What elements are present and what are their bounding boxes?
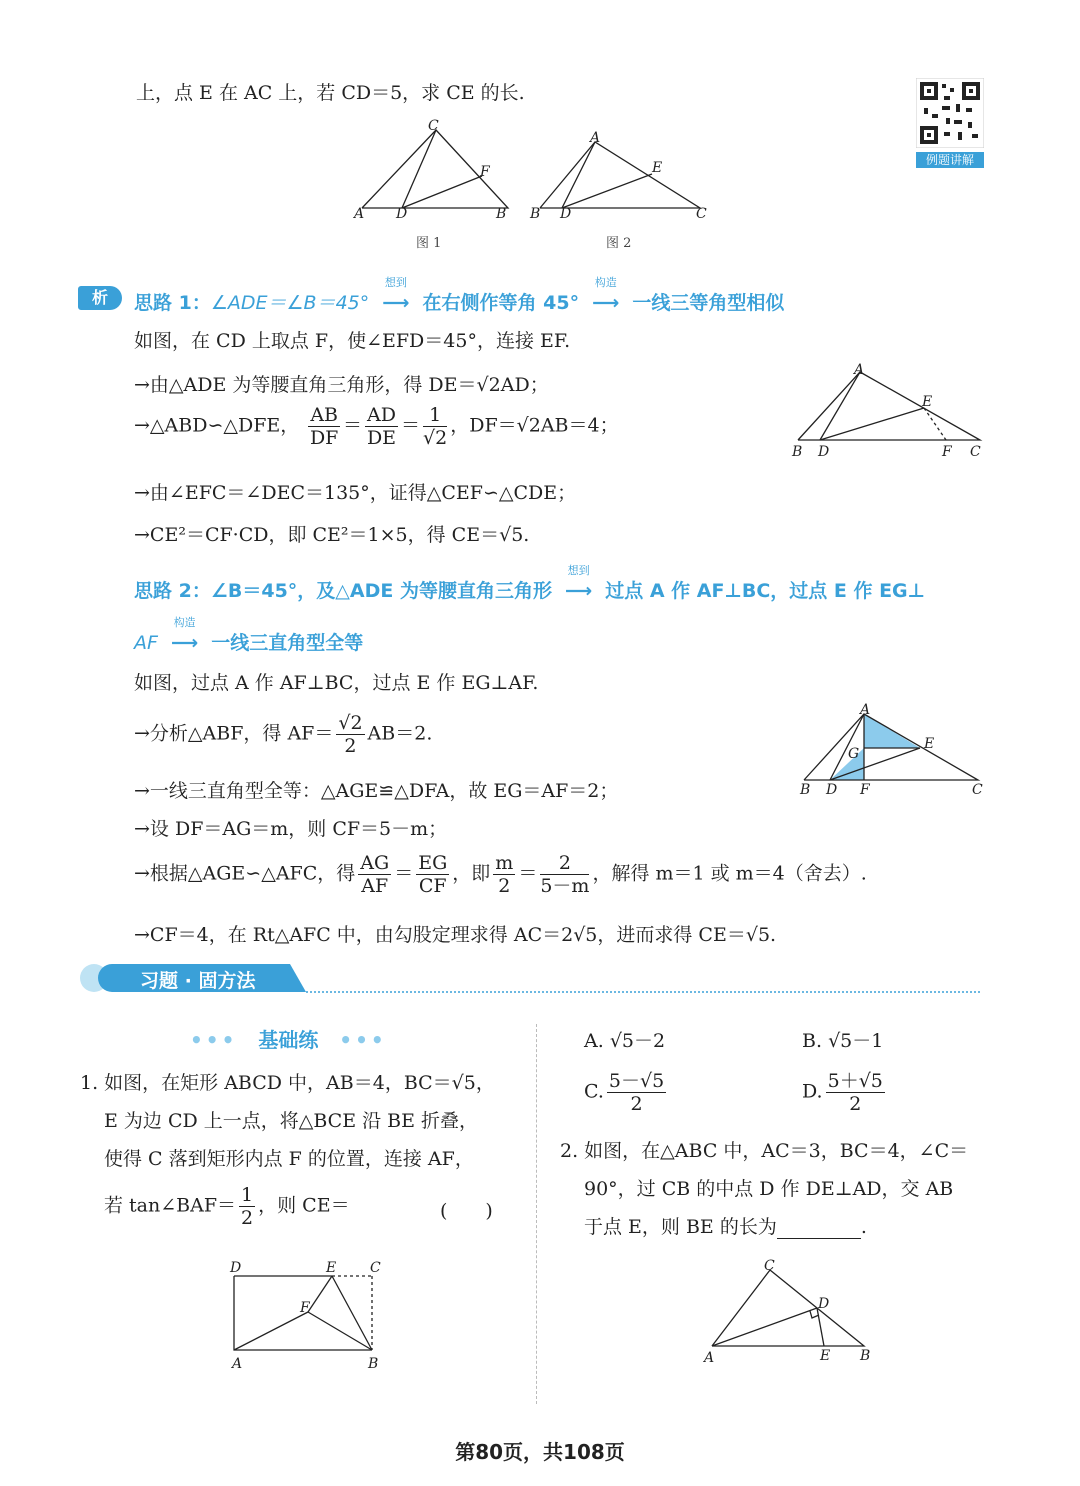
option-letter: A.: [584, 1030, 604, 1052]
q1-label-f: F: [300, 1300, 310, 1316]
problem-continuation: 上，点 E 在 AC 上，若 CD＝5，求 CE 的长.: [136, 82, 525, 104]
answer-blank[interactable]: [777, 1220, 861, 1239]
fig3-label-f: F: [942, 444, 952, 460]
fraction: [423, 404, 447, 449]
fig2-label-d: D: [560, 206, 572, 222]
idea1-step1: 在右侧作等角 45°: [422, 292, 580, 314]
q2-text: 于点 E，则 BE 的长为: [584, 1216, 777, 1238]
arrow2-label: 构造: [173, 616, 196, 629]
section-title: 习题 · 固方法: [140, 970, 256, 992]
frac-den: 2: [849, 1093, 862, 1115]
practice-heading-text: 基础练: [258, 1028, 319, 1052]
fraction: [336, 712, 364, 757]
q2-figure: [700, 1256, 880, 1368]
arrow1-label: 想到: [567, 564, 590, 577]
q1-label-e: E: [326, 1260, 337, 1276]
dots-icon: •••: [190, 1028, 238, 1052]
frac-den: √2: [423, 427, 448, 449]
qr-label: 例题讲解: [916, 152, 984, 168]
idea1-line-similar: →△ABD∽△DFE， $\frac{AB}{DF}$ ＝ $\frac{AD}{DE}$ ＝ $\frac{1}{√2}$ ，DF＝√2AB＝4；: [134, 404, 619, 449]
idea2-step2: 一线三直角型全等: [211, 632, 364, 654]
fraction: [358, 852, 391, 897]
fig3-label-b: B: [792, 444, 803, 460]
frac-num: m: [495, 852, 514, 874]
fraction: [365, 404, 398, 449]
fig2-label-a: A: [590, 130, 601, 146]
fig1-label-c: C: [428, 118, 439, 134]
page-footer: 第80页，共108页: [455, 1440, 625, 1464]
q1-label-c: C: [370, 1260, 381, 1276]
q2-label-b: B: [860, 1348, 871, 1364]
option-letter: B.: [802, 1030, 823, 1052]
fraction: [607, 1070, 666, 1115]
idea2-text: →根据△AGE∽△AFC，得: [134, 862, 356, 885]
arrow2-label: 构造: [594, 276, 617, 289]
idea1-line: →由∠EFC＝∠DEC＝135°，证得△CEF∽△CDE；: [134, 482, 577, 504]
q1-line: E 为边 CD 上一点，将△BCE 沿 BE 折叠，: [104, 1110, 479, 1132]
q1-figure: [224, 1258, 394, 1370]
idea1-text: ，DF＝√2AB＝4；: [450, 414, 619, 437]
idea1-step2: 一线三等角型相似: [632, 292, 785, 314]
option-letter: D.: [802, 1080, 823, 1103]
frac-num: 1: [423, 404, 447, 427]
frac-den: CF: [418, 875, 447, 897]
fig4-label-b: B: [800, 782, 811, 798]
frac-num: AG: [360, 852, 390, 874]
qr-code-icon: [916, 78, 984, 148]
q2-label-a: A: [704, 1350, 715, 1366]
fig1-label-b: B: [496, 206, 507, 222]
frac-den: 5－m: [540, 875, 590, 897]
arrow-icon: 想到 ⟶: [376, 292, 416, 314]
q2-label-e: E: [820, 1348, 831, 1364]
fig1-label-a: A: [354, 206, 365, 222]
option-letter: C.: [584, 1080, 604, 1103]
arrow-icon: 构造 ⟶: [586, 292, 626, 314]
option-d[interactable]: [802, 1070, 888, 1115]
q2-line: 2. 如图，在△ABC 中，AC＝3，BC＝4，∠C＝: [560, 1140, 969, 1162]
q1-text: 若 tan∠BAF＝: [104, 1194, 237, 1217]
fig4-label-c: C: [972, 782, 983, 798]
frac-num: AD: [367, 404, 396, 426]
arrow-icon: 想到 ⟶: [559, 580, 599, 602]
frac-den: 2: [241, 1207, 254, 1229]
idea1-condition: ∠ADE＝∠B＝45°: [210, 292, 370, 314]
fraction: [493, 852, 515, 897]
idea2-text: →分析△ABF，得 AF＝: [134, 722, 334, 745]
option-c[interactable]: [584, 1070, 669, 1115]
frac-den: 2: [630, 1093, 643, 1115]
option-a[interactable]: [584, 1026, 665, 1053]
q1-answer-paren[interactable]: ( ): [440, 1200, 493, 1222]
fig3-label-d: D: [818, 444, 830, 460]
idea2-line: 如图，过点 A 作 AF⊥BC，过点 E 作 EG⊥AF.: [134, 672, 539, 694]
fig4-label-f: F: [860, 782, 870, 798]
idea2-line: →一线三直角型全等：△AGE≌△DFA，故 EG＝AF＝2；: [134, 780, 619, 802]
qr-code[interactable]: [916, 78, 984, 166]
idea2-line: →设 DF＝AG＝m，则 CF＝5－m；: [134, 818, 448, 840]
q1-line: 1. 如图，在矩形 ABCD 中，AB＝4，BC＝√5，: [80, 1072, 495, 1094]
idea2-step1: 过点 A 作 AF⊥BC，过点 E 作 EG⊥: [605, 580, 926, 602]
q1-label-a: A: [232, 1356, 243, 1370]
idea2-line-ratio: →根据△AGE∽△AFC，得 $\frac{AG}{AF}$ ＝ $\frac{EG}{CF}$ ，即 $\frac{m}{2}$ ＝ $\frac{2}{5-m}$ ，解得 m＝1 或 m＝4（舍去）.: [134, 852, 867, 897]
analysis-badge: 析: [78, 286, 122, 310]
fig2-caption: 图 2: [606, 236, 632, 251]
fig1-caption: 图 1: [416, 236, 442, 251]
fig4-label-e: E: [924, 736, 935, 752]
idea2-step1b: AF: [134, 632, 158, 654]
q2-text: .: [860, 1216, 867, 1238]
dots-icon: •••: [339, 1028, 387, 1052]
frac-num: EG: [418, 852, 448, 874]
idea1-text: →△ABD∽△DFE，: [134, 414, 300, 437]
frac-num: 1: [241, 1184, 254, 1206]
frac-den: DE: [366, 427, 397, 449]
idea1-line: 如图，在 CD 上取点 F，使∠EFD＝45°，连接 EF.: [134, 330, 571, 352]
fraction: [239, 1184, 255, 1229]
column-divider: [536, 1024, 537, 1404]
arrow1-label: 想到: [384, 276, 407, 289]
fig4-label-d: D: [826, 782, 838, 798]
section-band: [80, 962, 980, 994]
frac-den: 2: [498, 875, 511, 897]
option-text: √5－2: [609, 1030, 666, 1052]
figure-idea2: [794, 702, 994, 802]
fraction: [308, 404, 340, 449]
q2-line: 90°，过 CB 的中点 D 作 DE⊥AD，交 AB: [584, 1178, 954, 1200]
idea2-heading-cont: [134, 616, 364, 655]
idea2-text: ，解得 m＝1 或 m＝4（舍去）.: [592, 862, 867, 885]
fraction: [540, 852, 589, 897]
idea1-heading: [134, 276, 785, 315]
fig2-label-e: E: [652, 160, 663, 176]
idea2-text: ，即: [452, 862, 491, 885]
idea2-condition: ∠B＝45°，及△ADE 为等腰直角三角形: [210, 580, 552, 602]
q1-label-b: B: [368, 1356, 379, 1370]
frac-den: AF: [361, 875, 389, 897]
idea2-heading: [134, 564, 926, 603]
fig3-label-e: E: [922, 394, 933, 410]
q1-line-tan: [104, 1184, 350, 1229]
fig1-label-d: D: [396, 206, 408, 222]
fig2-label-c: C: [696, 206, 707, 222]
q1-label-d: D: [230, 1260, 242, 1276]
idea2-line: →CF＝4，在 Rt△AFC 中，由勾股定理求得 AC＝2√5，进而求得 CE＝√5.: [134, 924, 777, 946]
idea2-prefix: 思路 2：: [134, 580, 211, 602]
q1-line: 使得 C 落到矩形内点 F 的位置，连接 AF，: [104, 1148, 474, 1170]
idea1-line: →由△ADE 为等腰直角三角形，得 DE＝√2AD；: [134, 374, 549, 396]
q1-text: ，则 CE＝: [258, 1194, 350, 1217]
option-text: √5－1: [828, 1030, 884, 1052]
fig4-label-a: A: [860, 702, 871, 718]
frac-num: AB: [310, 404, 339, 426]
figures-1-2: [340, 112, 740, 222]
frac-num: 5－√5: [608, 1070, 665, 1092]
fraction: [826, 1070, 885, 1115]
fig1-label-f: F: [480, 164, 490, 180]
frac-den: DF: [309, 427, 339, 449]
frac-den: 2: [344, 735, 357, 757]
idea1-line: →CE²＝CF·CD，即 CE²＝1×5，得 CE＝√5.: [134, 524, 530, 546]
idea2-text: AB＝2.: [367, 722, 433, 745]
q2-label-d: D: [818, 1296, 830, 1312]
arrow-icon: 构造 ⟶: [165, 632, 205, 654]
fraction: [416, 852, 449, 897]
idea1-prefix: 思路 1：: [134, 292, 211, 314]
frac-num: 2: [540, 852, 589, 875]
fig3-label-c: C: [970, 444, 981, 460]
option-b[interactable]: [802, 1026, 883, 1053]
practice-heading: [190, 1024, 387, 1053]
frac-num: 5＋√5: [827, 1070, 883, 1092]
q2-label-c: C: [764, 1258, 775, 1274]
figure-idea1: [784, 362, 994, 462]
fig4-label-g: G: [848, 746, 860, 762]
q2-line-answer: [584, 1212, 867, 1239]
frac-num: √2: [338, 712, 363, 734]
idea2-line-af: [134, 712, 432, 757]
fig2-label-b: B: [530, 206, 541, 222]
fig3-label-a: A: [854, 362, 865, 378]
